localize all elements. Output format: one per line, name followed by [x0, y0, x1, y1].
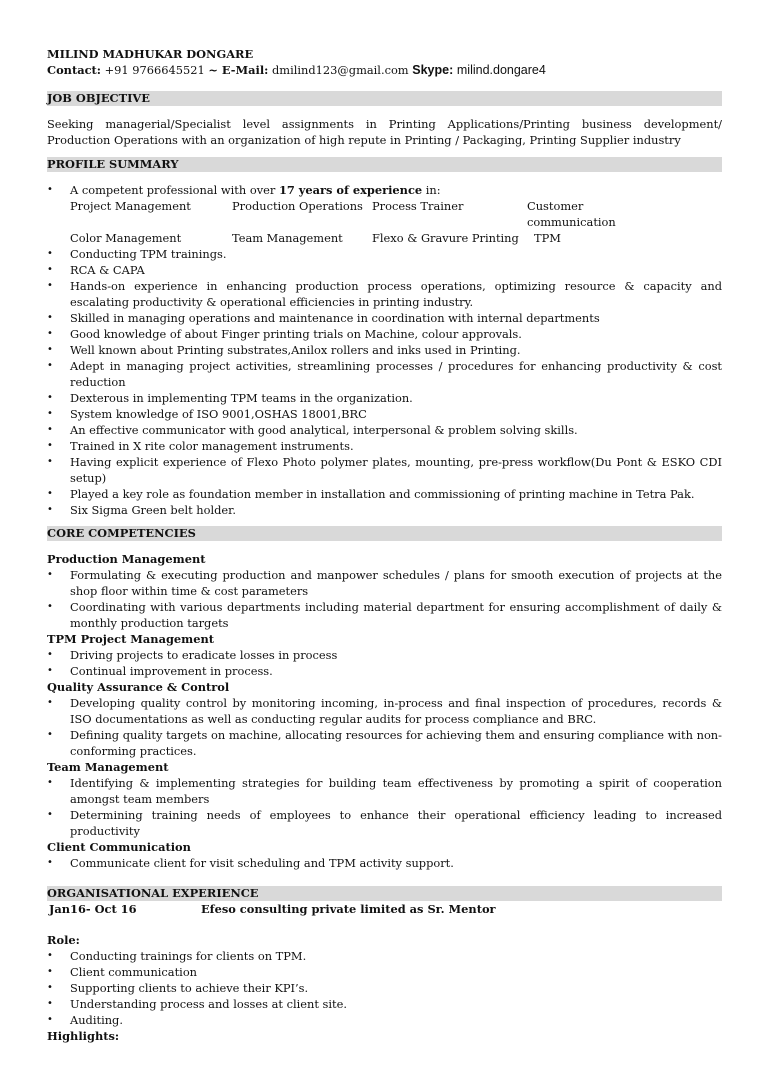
list-item: • Adept in managing project activities, streamlining processes / procedures for enhancing productivity & cost reduction [47, 358, 722, 390]
list-item: • Driving projects to eradicate losses in process [47, 647, 722, 663]
skills-grid [47, 198, 722, 246]
list-item: • Conducting trainings for clients on TPM. [47, 948, 722, 964]
experience-company: Efeso consulting private limited as Sr. Mentor [201, 902, 496, 916]
skill-item: Project Management [70, 199, 191, 213]
list-item: • Conducting TPM trainings. [47, 246, 722, 262]
list-item: • An effective communicator with good analytical, interpersonal & problem solving skills. [47, 422, 722, 438]
competency-title: Client Communication [47, 840, 191, 854]
skill-item: Customer communication [527, 199, 616, 229]
list-item: • Dexterous in implementing TPM teams in the organization. [47, 390, 722, 406]
list-item: • Auditing. [47, 1012, 722, 1028]
skill-item: Production Operations [232, 199, 363, 213]
list-item: • Formulating & executing production and manpower schedules / plans for smooth execution of projects at the shop floor within time & cost parameters [47, 567, 722, 599]
profile-summary-heading: PROFILE SUMMARY [47, 157, 722, 172]
experience-years: 17 years of experience [278, 183, 423, 197]
list-item: • Determining training needs of employees to enhance their operational efficiency leading to increased productivity [47, 807, 722, 839]
list-item: • Having explicit experience of Flexo Photo polymer plates, mounting, pre-press workflow(Du Pont & ESKO CDI setup) [47, 454, 722, 486]
list-item: • Good knowledge of about Finger printing trials on Machine, colour approvals. [47, 326, 722, 342]
list-item: • Defining quality targets on machine, allocating resources for achieving them and ensuring compliance with non-conforming practices. [47, 727, 722, 759]
email-label: ~ E-Mail: [208, 63, 269, 77]
list-item: • Understanding process and losses at client site. [47, 996, 722, 1012]
job-objective-text: Seeking managerial/Specialist level assignments in Printing Applications/Printing business development/ Production Operations with an organization of high repute in Printing / Packaging, Printing Supplier industry [47, 117, 722, 147]
list-item: • Well known about Printing substrates,Anilox rollers and inks used in Printing. [47, 342, 722, 358]
role-label: Role: [47, 933, 80, 947]
competency-list [47, 775, 722, 839]
contact-line [47, 62, 722, 78]
competency-list [47, 855, 722, 871]
skype-label: Skype: [412, 63, 454, 77]
list-item: • Trained in X rite color management instruments. [47, 438, 722, 454]
candidate-name: MILIND MADHUKAR DONGARE [47, 47, 254, 61]
job-objective-heading: JOB OBJECTIVE [47, 91, 722, 106]
profile-bullets [47, 246, 722, 518]
intro-suffix: in: [422, 183, 441, 197]
skill-item: TPM [534, 231, 561, 245]
competency-list [47, 695, 722, 759]
competency-list [47, 647, 722, 679]
list-item: • Developing quality control by monitoring incoming, in-process and final inspection of procedures, records & ISO documentations as well as conducting regular audits for process compliance and BRC. [47, 695, 722, 727]
list-item: • Continual improvement in process. [47, 663, 722, 679]
list-item: • Supporting clients to achieve their KPI’s. [47, 980, 722, 996]
list-item [47, 182, 722, 198]
competency-title: TPM Project Management [47, 632, 215, 646]
skill-item: Process Trainer [372, 199, 464, 213]
competency-title: Quality Assurance & Control [47, 680, 230, 694]
list-item: • Skilled in managing operations and maintenance in coordination with internal departments [47, 310, 722, 326]
competency-list [47, 567, 722, 631]
phone-number: +91 9766645521 [104, 63, 205, 77]
highlights-label: Highlights: [47, 1029, 120, 1043]
list-item: • Client communication [47, 964, 722, 980]
list-item: • System knowledge of ISO 9001,OSHAS 18001,BRC [47, 406, 722, 422]
skype-id: milind.dongare4 [456, 63, 546, 77]
profile-summary-list [47, 182, 722, 198]
intro-text: A competent professional with over [70, 183, 279, 197]
experience-heading: ORGANISATIONAL EXPERIENCE [47, 886, 722, 901]
resume-page [47, 46, 722, 1044]
list-item: • Played a key role as foundation member in installation and commissioning of printing machine in Tetra Pak. [47, 486, 722, 502]
competency-title: Team Management [47, 760, 169, 774]
list-item: • Coordinating with various departments including material department for ensuring accomplishment of daily & monthly production targets [47, 599, 722, 631]
list-item: • Six Sigma Green belt holder. [47, 502, 722, 518]
skill-item: Flexo & Gravure Printing [372, 231, 519, 245]
list-item: • Communicate client for visit scheduling and TPM activity support. [47, 855, 722, 871]
skill-item: Color Management [70, 231, 182, 245]
list-item: • Identifying & implementing strategies for building team effectiveness by promoting a spirit of cooperation amongst team members [47, 775, 722, 807]
experience-entry [47, 901, 722, 917]
contact-label: Contact: [47, 63, 101, 77]
experience-period: Jan16- Oct 16 [49, 902, 137, 916]
list-item: • RCA & CAPA [47, 262, 722, 278]
role-list [47, 948, 722, 1028]
competency-title: Production Management [47, 552, 206, 566]
core-competencies-heading: CORE COMPETENCIES [47, 526, 722, 541]
skill-item: Team Management [232, 231, 343, 245]
email-address: dmilind123@gmail.com [272, 63, 409, 77]
list-item: • Hands-on experience in enhancing production process operations, optimizing resource & capacity and escalating productivity & operational efficiencies in printing industry. [47, 278, 722, 310]
